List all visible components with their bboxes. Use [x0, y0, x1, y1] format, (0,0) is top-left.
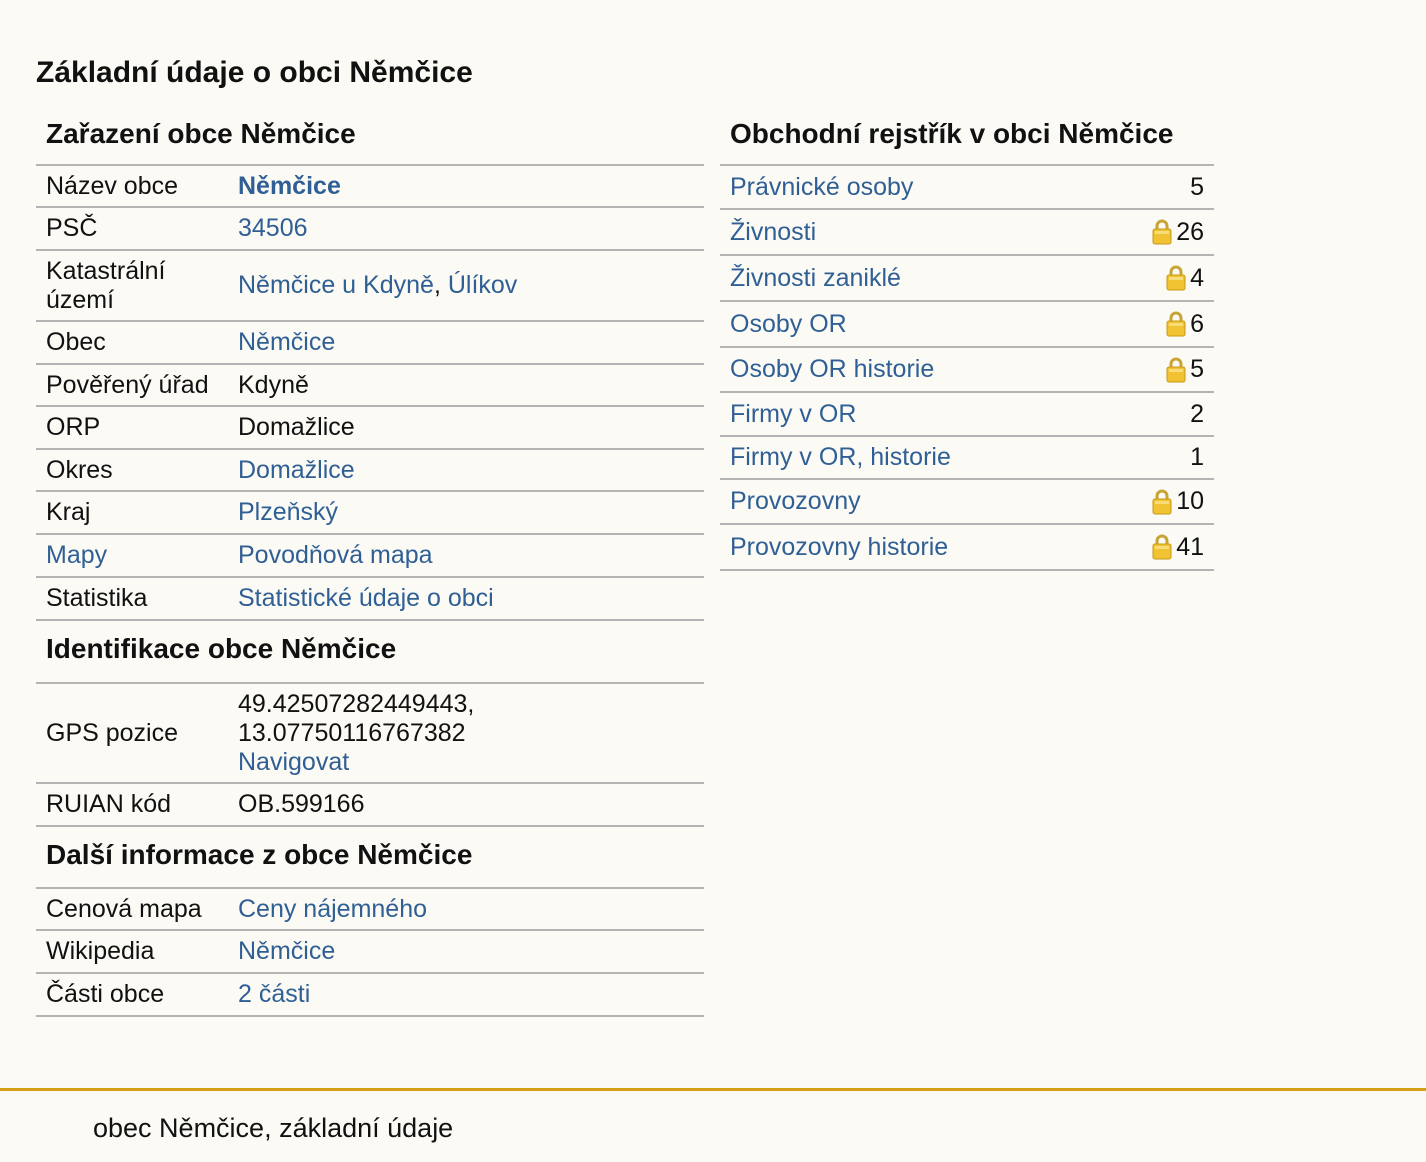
- link-psc[interactable]: 34506: [238, 214, 308, 242]
- value-orp: Domažlice: [238, 413, 355, 441]
- footer-text: obec Němčice, základní údaje: [93, 1113, 454, 1143]
- rejstrik-link[interactable]: Právnické osoby: [730, 172, 914, 201]
- rejstrik-count-cell: [1152, 218, 1204, 247]
- rejstrik-row: [720, 437, 1214, 480]
- link-ceny-najemneho[interactable]: Ceny nájemného: [238, 894, 428, 923]
- link-statisticke-udaje[interactable]: Statistické údaje o obci: [238, 584, 494, 612]
- row-gps: [36, 684, 704, 784]
- padlock-icon: [1152, 489, 1172, 515]
- rejstrik-count: 26: [1176, 217, 1204, 246]
- rejstrik-count: 41: [1176, 532, 1204, 561]
- rejstrik-count: 10: [1176, 487, 1204, 515]
- row-label: Části obce: [46, 980, 165, 1008]
- rejstrik-count-cell: [1190, 173, 1204, 202]
- rejstrik-count: 6: [1190, 309, 1204, 338]
- link-kraj[interactable]: Plzeňský: [238, 498, 339, 526]
- rejstrik-count-cell: [1152, 487, 1204, 516]
- value-povereny-urad: Kdyně: [238, 370, 309, 399]
- rejstrik-link[interactable]: Osoby OR: [730, 309, 847, 338]
- row-katastralni-uzemi: [36, 251, 704, 322]
- separator: ,: [433, 271, 441, 299]
- row-label: RUIAN kód: [46, 790, 172, 818]
- rejstrik-count-cell: [1190, 443, 1204, 472]
- rejstrik-row: [720, 210, 1214, 256]
- rejstrik-count-cell: [1166, 355, 1204, 384]
- section-title-zarazeni: Zařazení obce Němčice: [36, 108, 704, 166]
- rejstrik-link[interactable]: Živnosti zaniklé: [730, 263, 901, 292]
- row-nazev-obce: [36, 166, 704, 208]
- rejstrik-row: [720, 166, 1214, 210]
- link-obec[interactable]: Němčice: [238, 328, 336, 356]
- rejstrik-row: [720, 525, 1214, 571]
- rejstrik-row: [720, 393, 1214, 437]
- row-label: Okres: [46, 455, 113, 484]
- padlock-icon: [1152, 534, 1172, 560]
- row-label: Wikipedia: [46, 937, 155, 965]
- rejstrik-count: 5: [1190, 355, 1204, 383]
- row-obec: [36, 322, 704, 365]
- rejstrik-count: 2: [1190, 399, 1204, 428]
- row-kraj: [36, 492, 704, 535]
- section-title-dalsi: Další informace z obce Němčice: [36, 827, 704, 889]
- link-katastr-ulikov[interactable]: Úlíkov: [447, 271, 518, 299]
- link-katastr-nemcice[interactable]: Němčice u Kdyně: [238, 271, 434, 299]
- rejstrik-link[interactable]: Osoby OR historie: [730, 355, 935, 383]
- row-label: GPS pozice: [46, 718, 179, 747]
- row-orp: [36, 407, 704, 450]
- row-cenova-mapa: [36, 889, 704, 931]
- row-casti-obce: [36, 974, 704, 1017]
- link-nazev-obce[interactable]: Němčice: [238, 171, 341, 200]
- link-okres[interactable]: Domažlice: [238, 455, 355, 484]
- rejstrik-row: [720, 256, 1214, 302]
- rejstrik-link[interactable]: Živnosti: [730, 217, 817, 246]
- link-casti-obce[interactable]: 2 části: [238, 980, 311, 1008]
- link-mapy[interactable]: Mapy: [46, 541, 108, 569]
- row-statistika: [36, 578, 704, 621]
- rejstrik-count: 4: [1190, 263, 1204, 292]
- padlock-icon: [1152, 219, 1172, 245]
- row-label: Název obce: [46, 171, 179, 200]
- rejstrik-count: 5: [1190, 172, 1204, 201]
- section-title-identifikace: Identifikace obce Němčice: [36, 621, 704, 684]
- row-label: ORP: [46, 413, 101, 441]
- row-povereny-urad: [36, 365, 704, 407]
- gps-lat: 49.42507282449443,: [238, 689, 475, 718]
- rejstrik-link[interactable]: Firmy v OR, historie: [730, 443, 951, 471]
- rejstrik-row: [720, 302, 1214, 348]
- footer: [0, 1088, 1426, 1162]
- section-title-rejstrik: Obchodní rejstřík v obci Němčice: [720, 108, 1214, 166]
- row-mapy: [36, 535, 704, 578]
- row-label: Obec: [46, 328, 106, 356]
- rejstrik-count-cell: [1166, 264, 1204, 293]
- rejstrik-count-cell: [1166, 310, 1204, 339]
- row-label: PSČ: [46, 214, 98, 242]
- gps-lon: 13.07750116767382: [238, 718, 466, 747]
- row-label: Cenová mapa: [46, 894, 202, 923]
- padlock-icon: [1166, 311, 1186, 337]
- value-ruian: OB.599166: [238, 790, 365, 818]
- page-title: Základní údaje o obci Němčice: [36, 56, 473, 89]
- right-column: [720, 108, 1214, 571]
- rejstrik-link[interactable]: Provozovny: [730, 487, 861, 515]
- row-label: Katastrální území: [46, 256, 166, 314]
- rejstrik-link[interactable]: Firmy v OR: [730, 399, 857, 428]
- rejstrik-row: [720, 348, 1214, 393]
- rejstrik-link[interactable]: Provozovny historie: [730, 532, 949, 561]
- link-wikipedia[interactable]: Němčice: [238, 937, 336, 965]
- row-wikipedia: [36, 931, 704, 974]
- rejstrik-row: [720, 480, 1214, 525]
- row-ruian: [36, 784, 704, 827]
- padlock-icon: [1166, 265, 1186, 291]
- rejstrik-count-cell: [1152, 533, 1204, 562]
- rejstrik-count-cell: [1190, 400, 1204, 429]
- row-label: Pověřený úřad: [46, 370, 209, 399]
- link-povodnova-mapa[interactable]: Povodňová mapa: [238, 541, 433, 569]
- navigovat-link[interactable]: Navigovat: [238, 747, 350, 776]
- row-psc: [36, 208, 704, 251]
- row-label: Statistika: [46, 584, 148, 612]
- row-okres: [36, 450, 704, 492]
- left-column: [36, 108, 704, 1017]
- rejstrik-count: 1: [1190, 443, 1204, 471]
- padlock-icon: [1166, 357, 1186, 383]
- row-label: Kraj: [46, 498, 91, 526]
